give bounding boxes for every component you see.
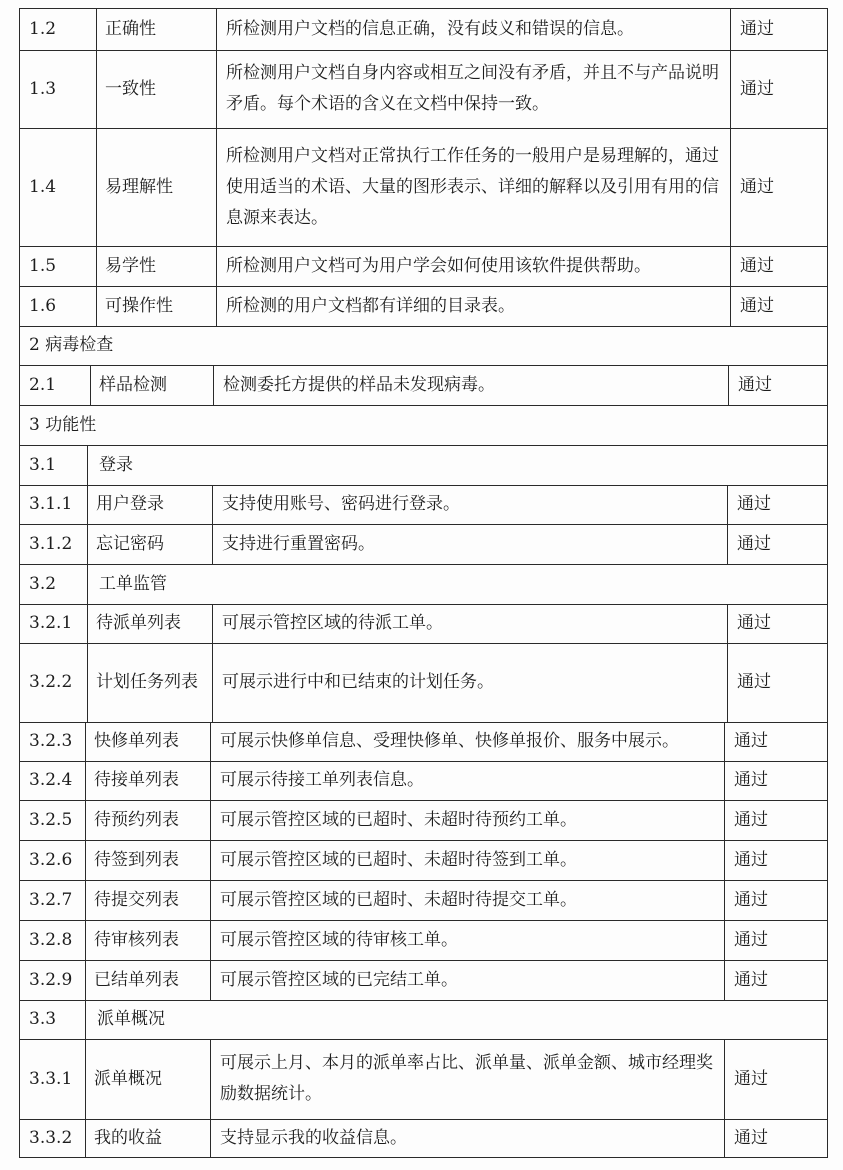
item-result: 通过 <box>737 672 771 692</box>
group-number: 3.2 <box>29 573 57 594</box>
item-description: 检测委托方提供的样品未发现病毒。 <box>223 374 495 395</box>
item-name: 快修单列表 <box>94 731 179 751</box>
item-name: 可操作性 <box>105 295 173 316</box>
item-number: 3.2.2 <box>29 672 73 692</box>
item-result: 通过 <box>734 1127 768 1148</box>
item-result: 通过 <box>740 255 774 276</box>
item-name: 待接单列表 <box>94 770 179 790</box>
item-result: 通过 <box>734 849 768 870</box>
item-name: 样品检测 <box>99 374 167 395</box>
item-number: 3.1.1 <box>29 494 73 514</box>
item-description: 所检测用户文档的信息正确，没有歧义和错误的信息。 <box>226 18 634 39</box>
item-name: 派单概况 <box>94 1068 162 1089</box>
item-description: 可展示管控区域的已完结工单。 <box>220 969 458 990</box>
item-number: 3.2.7 <box>29 889 73 910</box>
group-number: 3.1 <box>29 454 57 475</box>
item-name: 易学性 <box>105 255 156 276</box>
item-number: 3.2.5 <box>29 809 73 830</box>
item-number: 3.1.2 <box>29 533 73 554</box>
item-description: 可展示待接工单列表信息。 <box>220 770 424 790</box>
item-result: 通过 <box>740 176 774 197</box>
item-description: 可展示快修单信息、受理快修单、快修单报价、服务中展示。 <box>220 731 679 751</box>
item-number: 1.2 <box>29 18 57 39</box>
item-result: 通过 <box>734 770 768 790</box>
item-description: 可展示管控区域的已超时、未超时待签到工单。 <box>220 849 577 870</box>
item-result: 通过 <box>734 929 768 950</box>
table-rule <box>19 1157 828 1158</box>
item-result: 通过 <box>737 613 771 633</box>
item-number: 1.5 <box>29 255 57 276</box>
item-name: 计划任务列表 <box>96 672 198 692</box>
item-description: 可展示进行中和已结束的计划任务。 <box>222 672 494 692</box>
item-name: 正确性 <box>105 18 156 39</box>
item-description: 支持使用账号、密码进行登录。 <box>222 494 460 514</box>
item-description: 支持显示我的收益信息。 <box>220 1127 407 1148</box>
item-name: 待预约列表 <box>94 809 179 830</box>
group-name: 派单概况 <box>97 1009 165 1029</box>
item-number: 3.3.2 <box>29 1127 73 1148</box>
item-number: 1.3 <box>29 78 57 99</box>
item-result: 通过 <box>740 78 774 99</box>
item-description: 可展示管控区域的已超时、未超时待提交工单。 <box>220 889 577 910</box>
item-description: 支持进行重置密码。 <box>222 533 375 554</box>
item-description: 可展示管控区域的待审核工单。 <box>220 929 458 950</box>
item-number: 3.2.1 <box>29 613 73 633</box>
item-description: 可展示上月、本月的派单率占比、派单量、派单金额、城市经理奖励数据统计。 <box>220 1053 713 1104</box>
item-number: 3.2.9 <box>29 969 73 990</box>
item-description: 所检测用户文档可为用户学会如何使用该软件提供帮助。 <box>226 255 651 276</box>
item-description: 可展示管控区域的已超时、未超时待预约工单。 <box>220 809 577 830</box>
item-number: 1.4 <box>29 176 57 197</box>
item-result: 通过 <box>734 731 768 751</box>
item-number: 1.6 <box>29 295 57 316</box>
item-result: 通过 <box>740 18 774 39</box>
section-heading: 3 功能性 <box>29 414 97 435</box>
item-number: 3.2.3 <box>29 731 73 751</box>
item-result: 通过 <box>734 1068 768 1089</box>
item-name: 待审核列表 <box>94 929 179 950</box>
group-name: 工单监管 <box>99 573 167 594</box>
item-result: 通过 <box>734 889 768 910</box>
item-description: 所检测的用户文档都有详细的目录表。 <box>226 295 515 316</box>
item-name: 用户登录 <box>96 494 164 514</box>
item-number: 3.3.1 <box>29 1068 73 1089</box>
item-description: 所检测用户文档自身内容或相互之间没有矛盾，并且不与产品说明矛盾。每个术语的含义在文档中保持一致。 <box>226 63 719 114</box>
item-name: 我的收益 <box>94 1127 162 1148</box>
item-name: 忘记密码 <box>96 533 164 554</box>
item-name: 易理解性 <box>105 176 173 197</box>
item-description: 所检测用户文档对正常执行工作任务的一般用户是易理解的，通过使用适当的术语、大量的图形表示、详细的解释以及引用有用的信息源来表达。 <box>226 145 719 228</box>
item-result: 通过 <box>740 295 774 316</box>
item-result: 通过 <box>737 533 771 554</box>
item-result: 通过 <box>737 494 771 514</box>
item-name: 待派单列表 <box>96 613 181 633</box>
group-name: 登录 <box>99 454 133 475</box>
item-name: 待提交列表 <box>94 889 179 910</box>
group-number: 3.3 <box>29 1009 57 1029</box>
item-number: 3.2.8 <box>29 929 73 950</box>
item-result: 通过 <box>738 374 772 395</box>
item-name: 一致性 <box>105 78 156 99</box>
item-number: 3.2.4 <box>29 770 73 790</box>
item-number: 2.1 <box>29 374 57 395</box>
section-heading: 2 病毒检查 <box>29 335 114 355</box>
item-result: 通过 <box>734 809 768 830</box>
item-description: 可展示管控区域的待派工单。 <box>222 613 443 633</box>
item-result: 通过 <box>734 969 768 990</box>
item-number: 3.2.6 <box>29 849 73 870</box>
item-name: 待签到列表 <box>94 849 179 870</box>
item-name: 已结单列表 <box>94 969 179 990</box>
